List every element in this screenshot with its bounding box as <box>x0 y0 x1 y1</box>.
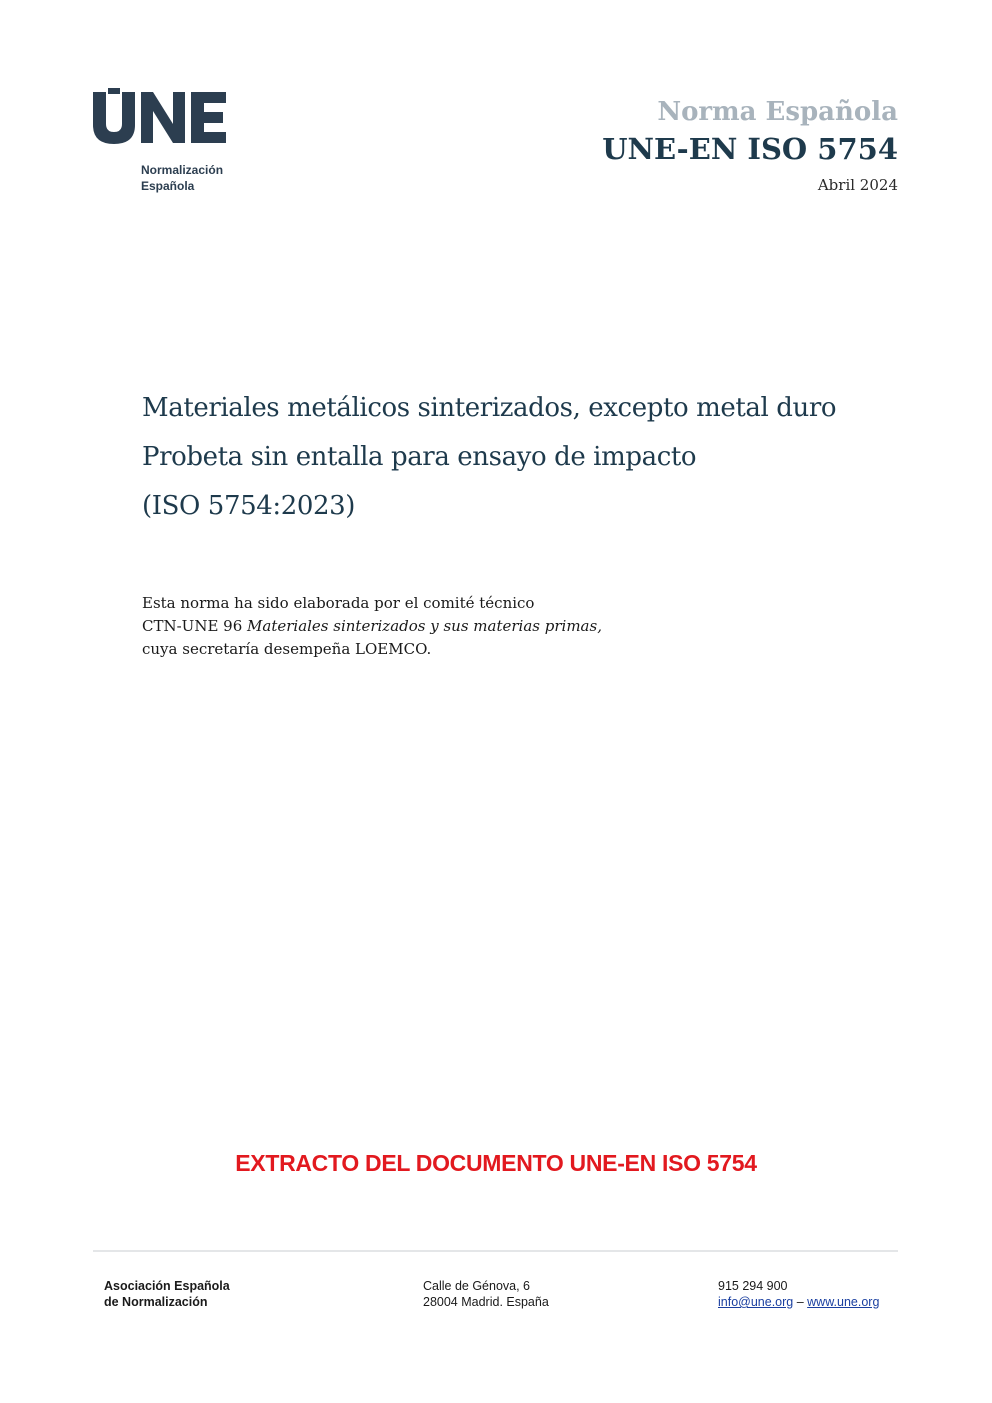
title-line-2: Probeta sin entalla para ensayo de impacto <box>142 442 697 472</box>
footer-contact <box>718 1278 879 1310</box>
org-line-2: de Normalización <box>104 1295 208 1309</box>
extract-notice: EXTRACTO DEL DOCUMENTO UNE-EN ISO 5754 <box>235 1150 757 1176</box>
committee-line-3: cuya secretaría desempeña LOEMCO. <box>142 640 432 658</box>
standard-header <box>602 96 898 194</box>
address-line-2: 28004 Madrid. España <box>423 1295 549 1309</box>
logo-subtitle-line1: Normalización <box>141 163 224 177</box>
logo-subtitle-line2: Española <box>141 179 195 193</box>
website-link[interactable]: www.une.org <box>807 1295 880 1309</box>
committee-statement <box>142 592 842 661</box>
une-logo <box>93 88 243 193</box>
title-line-3: (ISO 5754:2023) <box>142 491 356 521</box>
publication-date: Abril 2024 <box>817 176 898 194</box>
phone-number: 915 294 900 <box>718 1279 788 1293</box>
address-line-1: Calle de Génova, 6 <box>423 1279 531 1293</box>
standard-type-label: Norma Española <box>657 97 898 127</box>
committee-line-2 <box>142 615 842 638</box>
org-line-1: Asociación Española <box>104 1279 230 1293</box>
contact-separator: – <box>793 1295 808 1309</box>
committee-line-1: Esta norma ha sido elaborada por el comité técnico <box>142 594 535 612</box>
logo-subtitle <box>141 162 261 194</box>
footer-address <box>423 1278 549 1310</box>
committee-code: CTN-UNE 96 <box>142 617 248 635</box>
email-link[interactable]: info@une.org <box>718 1295 794 1309</box>
une-logo-icon <box>93 88 228 146</box>
title-line-1: Materiales metálicos sinterizados, excepto metal duro <box>142 393 837 423</box>
footer-organization <box>104 1278 230 1310</box>
standard-code: UNE-EN ISO 5754 <box>602 132 898 166</box>
document-title <box>142 384 902 531</box>
contact-links <box>718 1294 879 1310</box>
footer-divider <box>93 1250 898 1252</box>
committee-name: Materiales sinterizados y sus materias primas, <box>247 617 602 635</box>
